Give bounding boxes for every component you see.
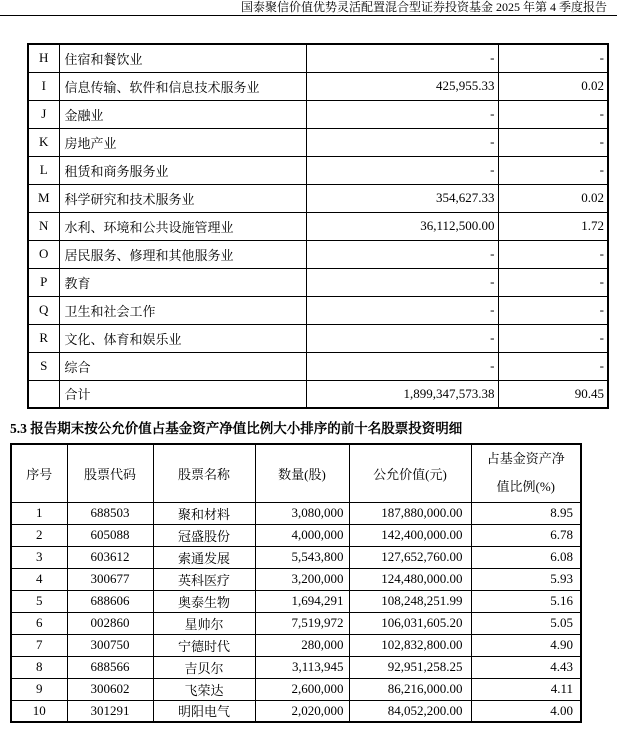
code-cell: L	[28, 156, 59, 184]
quantity-cell: 4,000,000	[255, 524, 349, 546]
code-cell: 300750	[67, 634, 153, 656]
code-cell: P	[28, 268, 59, 296]
stock-table-body	[11, 502, 581, 722]
quantity-cell: 3,113,945	[255, 656, 349, 678]
fair-value-cell: 425,955.33	[306, 72, 498, 100]
fair-value-cell: -	[306, 156, 498, 184]
table-row	[11, 524, 581, 546]
code-cell: J	[28, 100, 59, 128]
ratio-cell: -	[498, 44, 608, 72]
name-cell: 英科医疗	[153, 568, 255, 590]
code-cell: O	[28, 240, 59, 268]
quantity-cell: 2,020,000	[255, 700, 349, 722]
table-row	[28, 212, 608, 240]
no-cell: 6	[11, 612, 67, 634]
code-cell: R	[28, 324, 59, 352]
header-net-asset-ratio-text: 占基金资产净值比例(%)	[486, 451, 565, 495]
report-title: 国泰聚信价值优势灵活配置混合型证券投资基金 2025 年第 4 季度报告	[240, 0, 607, 14]
fair-value-cell: -	[306, 296, 498, 324]
fair-value-cell: 36,112,500.00	[306, 212, 498, 240]
ratio-cell: -	[498, 268, 608, 296]
code-cell: 688566	[67, 656, 153, 678]
code-cell: 300602	[67, 678, 153, 700]
section-5-3-heading: 5.3 报告期末按公允价值占基金资产净值比例大小排序的前十名股票投资明细	[10, 421, 463, 436]
code-cell: 688503	[67, 502, 153, 524]
name-cell: 明阳电气	[153, 700, 255, 722]
table-row	[28, 72, 608, 100]
ratio-cell: -	[498, 156, 608, 184]
code-cell: 300677	[67, 568, 153, 590]
table-row	[11, 700, 581, 722]
header-stock-name: 股票名称	[153, 444, 255, 502]
ratio-cell: -	[498, 240, 608, 268]
industry-classification-table	[27, 43, 609, 409]
table-row	[28, 184, 608, 212]
ratio-cell: 5.16	[471, 590, 581, 612]
name-cell: 飞荣达	[153, 678, 255, 700]
quantity-cell: 1,694,291	[255, 590, 349, 612]
fair-value-cell: 92,951,258.25	[349, 656, 471, 678]
header-stock-code: 股票代码	[67, 444, 153, 502]
table-row	[11, 612, 581, 634]
ratio-cell: -	[498, 324, 608, 352]
ratio-cell: 1.72	[498, 212, 608, 240]
ratio-cell: 4.43	[471, 656, 581, 678]
ratio-cell: 6.78	[471, 524, 581, 546]
fair-value-cell: 108,248,251.99	[349, 590, 471, 612]
table-row	[28, 156, 608, 184]
ratio-cell: 8.95	[471, 502, 581, 524]
name-cell: 综合	[59, 352, 306, 380]
no-cell: 5	[11, 590, 67, 612]
ratio-cell: 0.02	[498, 72, 608, 100]
ratio-cell: 90.45	[498, 380, 608, 408]
table-row	[28, 240, 608, 268]
table-row	[28, 352, 608, 380]
name-cell: 合计	[59, 380, 306, 408]
name-cell: 居民服务、修理和其他服务业	[59, 240, 306, 268]
fair-value-cell: -	[306, 324, 498, 352]
no-cell: 8	[11, 656, 67, 678]
table-row	[11, 634, 581, 656]
fair-value-cell: -	[306, 100, 498, 128]
page-header	[0, 0, 617, 16]
name-cell: 宁德时代	[153, 634, 255, 656]
header-fair-value: 公允价值(元)	[349, 444, 471, 502]
fair-value-cell: 1,899,347,573.38	[306, 380, 498, 408]
table-row	[28, 268, 608, 296]
table-row	[28, 324, 608, 352]
no-cell: 3	[11, 546, 67, 568]
name-cell: 吉贝尔	[153, 656, 255, 678]
table-row	[11, 546, 581, 568]
ratio-cell: 5.05	[471, 612, 581, 634]
name-cell: 奥泰生物	[153, 590, 255, 612]
table-row	[28, 100, 608, 128]
table-row	[28, 380, 608, 408]
ratio-cell: 6.08	[471, 546, 581, 568]
table-row	[28, 128, 608, 156]
name-cell: 星帅尔	[153, 612, 255, 634]
name-cell: 科学研究和技术服务业	[59, 184, 306, 212]
fair-value-cell: 84,052,200.00	[349, 700, 471, 722]
name-cell: 租赁和商务服务业	[59, 156, 306, 184]
name-cell: 房地产业	[59, 128, 306, 156]
ratio-cell: 4.11	[471, 678, 581, 700]
fair-value-cell: 86,216,000.00	[349, 678, 471, 700]
code-cell: Q	[28, 296, 59, 324]
table-row	[28, 296, 608, 324]
ratio-cell: -	[498, 352, 608, 380]
name-cell: 信息传输、软件和信息技术服务业	[59, 72, 306, 100]
quantity-cell: 280,000	[255, 634, 349, 656]
fair-value-cell: -	[306, 352, 498, 380]
ratio-cell: -	[498, 128, 608, 156]
name-cell: 冠盛股份	[153, 524, 255, 546]
code-cell: 603612	[67, 546, 153, 568]
table-row	[28, 44, 608, 72]
no-cell: 9	[11, 678, 67, 700]
no-cell: 2	[11, 524, 67, 546]
no-cell: 4	[11, 568, 67, 590]
table-row	[11, 590, 581, 612]
fair-value-cell: 106,031,605.20	[349, 612, 471, 634]
no-cell: 1	[11, 502, 67, 524]
table-row	[11, 502, 581, 524]
name-cell: 聚和材料	[153, 502, 255, 524]
name-cell: 住宿和餐饮业	[59, 44, 306, 72]
fair-value-cell: 124,480,000.00	[349, 568, 471, 590]
quantity-cell: 7,519,972	[255, 612, 349, 634]
header-serial-number: 序号	[11, 444, 67, 502]
fair-value-cell: 127,652,760.00	[349, 546, 471, 568]
code-cell: 002860	[67, 612, 153, 634]
industry-table-body	[28, 44, 608, 408]
code-cell: K	[28, 128, 59, 156]
fair-value-cell: -	[306, 268, 498, 296]
header-quantity: 数量(股)	[255, 444, 349, 502]
header-net-asset-ratio	[471, 444, 581, 502]
ratio-cell: -	[498, 296, 608, 324]
fair-value-cell: -	[306, 128, 498, 156]
no-cell: 10	[11, 700, 67, 722]
ratio-cell: 0.02	[498, 184, 608, 212]
name-cell: 教育	[59, 268, 306, 296]
table-row	[11, 568, 581, 590]
ratio-cell: -	[498, 100, 608, 128]
name-cell: 文化、体育和娱乐业	[59, 324, 306, 352]
name-cell: 卫生和社会工作	[59, 296, 306, 324]
stock-table-head	[11, 444, 581, 502]
name-cell: 金融业	[59, 100, 306, 128]
ratio-cell: 5.93	[471, 568, 581, 590]
fair-value-cell: 354,627.33	[306, 184, 498, 212]
code-cell	[28, 380, 59, 408]
code-cell: H	[28, 44, 59, 72]
code-cell: N	[28, 212, 59, 240]
fair-value-cell: -	[306, 44, 498, 72]
quantity-cell: 5,543,800	[255, 546, 349, 568]
code-cell: 301291	[67, 700, 153, 722]
ratio-cell: 4.00	[471, 700, 581, 722]
quantity-cell: 2,600,000	[255, 678, 349, 700]
fair-value-cell: -	[306, 240, 498, 268]
name-cell: 水利、环境和公共设施管理业	[59, 212, 306, 240]
table-row	[11, 656, 581, 678]
code-cell: M	[28, 184, 59, 212]
code-cell: S	[28, 352, 59, 380]
quantity-cell: 3,200,000	[255, 568, 349, 590]
fair-value-cell: 187,880,000.00	[349, 502, 471, 524]
top-ten-stocks-table	[10, 443, 582, 723]
name-cell: 索通发展	[153, 546, 255, 568]
stock-table-header-row	[11, 444, 581, 502]
fair-value-cell: 142,400,000.00	[349, 524, 471, 546]
code-cell: 688606	[67, 590, 153, 612]
code-cell: 605088	[67, 524, 153, 546]
quantity-cell: 3,080,000	[255, 502, 349, 524]
no-cell: 7	[11, 634, 67, 656]
ratio-cell: 4.90	[471, 634, 581, 656]
fair-value-cell: 102,832,800.00	[349, 634, 471, 656]
code-cell: I	[28, 72, 59, 100]
table-row	[11, 678, 581, 700]
